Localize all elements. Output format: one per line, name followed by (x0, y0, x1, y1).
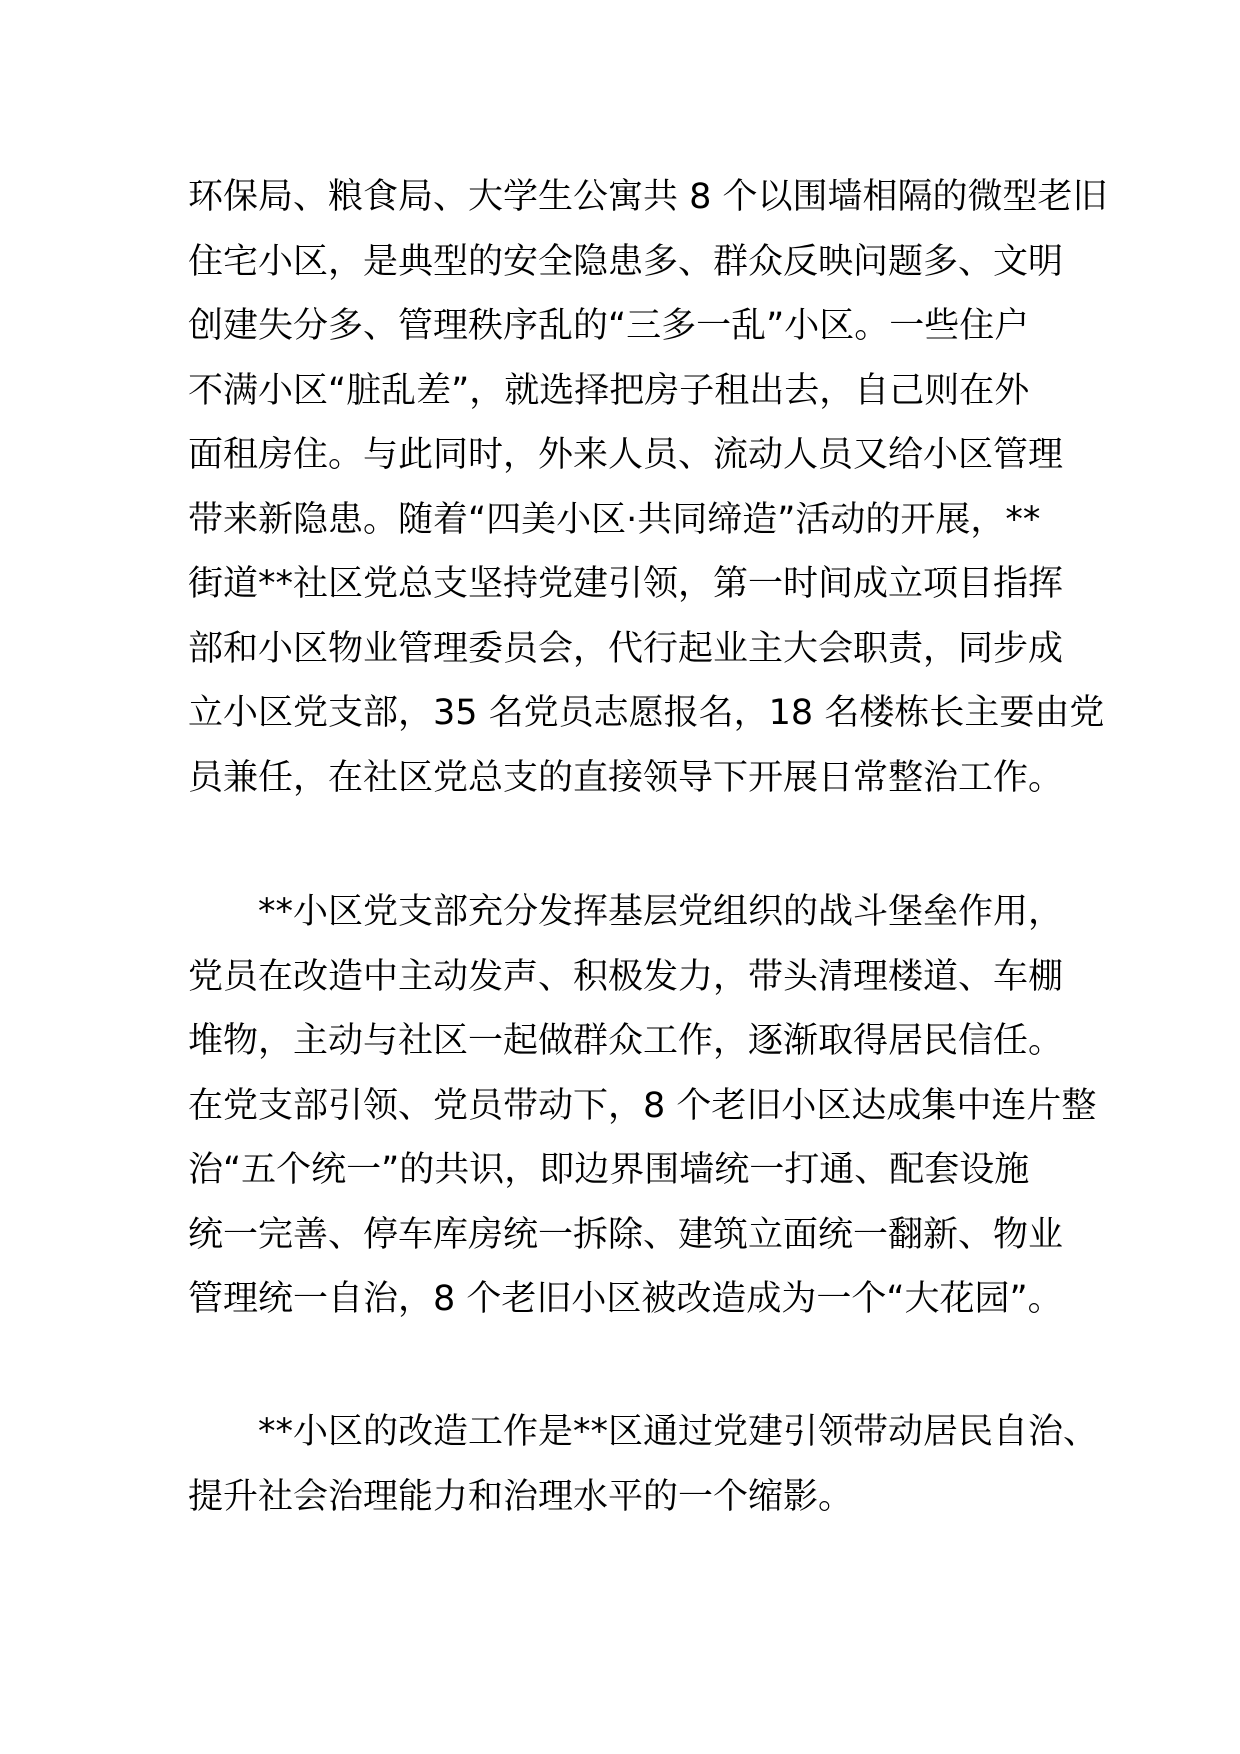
paragraph-1 (188, 165, 1108, 810)
paragraph-line: 党员在改造中主动发声、积极发力，带头清理楼道、车棚 (188, 956, 1064, 997)
paragraph-line: 堆物，主动与社区一起做群众工作，逐渐取得居民信任。 (188, 1021, 1064, 1061)
paragraph-line: 提升社会治理能力和治理水平的一个缩影。 (188, 1476, 854, 1517)
paragraph-line: 不满小区“脏乱差”，就选择把房子租出去，自己则在外 (188, 370, 1030, 411)
paragraph-line: 统一完善、停车库房统一拆除、建筑立面统一翻新、物业 (188, 1214, 1064, 1255)
paragraph-line: 创建失分多、管理秩序乱的“三多一乱”小区。一些住户 (188, 306, 1030, 346)
paragraph-line: 治“五个统一”的共识，即边界围墙统一打通、配套设施 (188, 1150, 1030, 1190)
paragraph-line: 管理统一自治，8 个老旧小区被改造成为一个“大花园”。 (188, 1279, 1063, 1319)
paragraph-line: **小区的改造工作是**区通过党建引领带动居民自治、 (258, 1412, 1099, 1452)
paragraph-line: 带来新隐患。随着“四美小区·共同缔造”活动的开展，** (188, 499, 1041, 540)
paragraph-line: 在党支部引领、党员带动下，8 个老旧小区达成集中连片整 (188, 1085, 1097, 1126)
paragraph-line: 住宅小区，是典型的安全隐患多、群众反映问题多、文明 (188, 241, 1064, 282)
paragraph-line: 员兼任，在社区党总支的直接领导下开展日常整治工作。 (188, 757, 1064, 798)
paragraph-line: 面租房住。与此同时，外来人员、流动人员又给小区管理 (188, 435, 1064, 475)
paragraph-2 (188, 880, 1097, 1332)
paragraph-line: 部和小区物业管理委员会，代行起业主大会职责，同步成 (188, 628, 1064, 669)
paragraph-line: 环保局、粮食局、大学生公寓共 8 个以围墙相隔的微型老旧 (188, 177, 1108, 217)
paragraph-3 (188, 1400, 1099, 1529)
paragraph-line: **小区党支部充分发挥基层党组织的战斗堡垒作用， (258, 892, 1064, 932)
paragraph-line: 街道**社区党总支坚持党建引领，第一时间成立项目指挥 (188, 564, 1064, 604)
paragraph-line: 立小区党支部，35 名党员志愿报名，18 名楼栋长主要由党 (188, 693, 1105, 733)
